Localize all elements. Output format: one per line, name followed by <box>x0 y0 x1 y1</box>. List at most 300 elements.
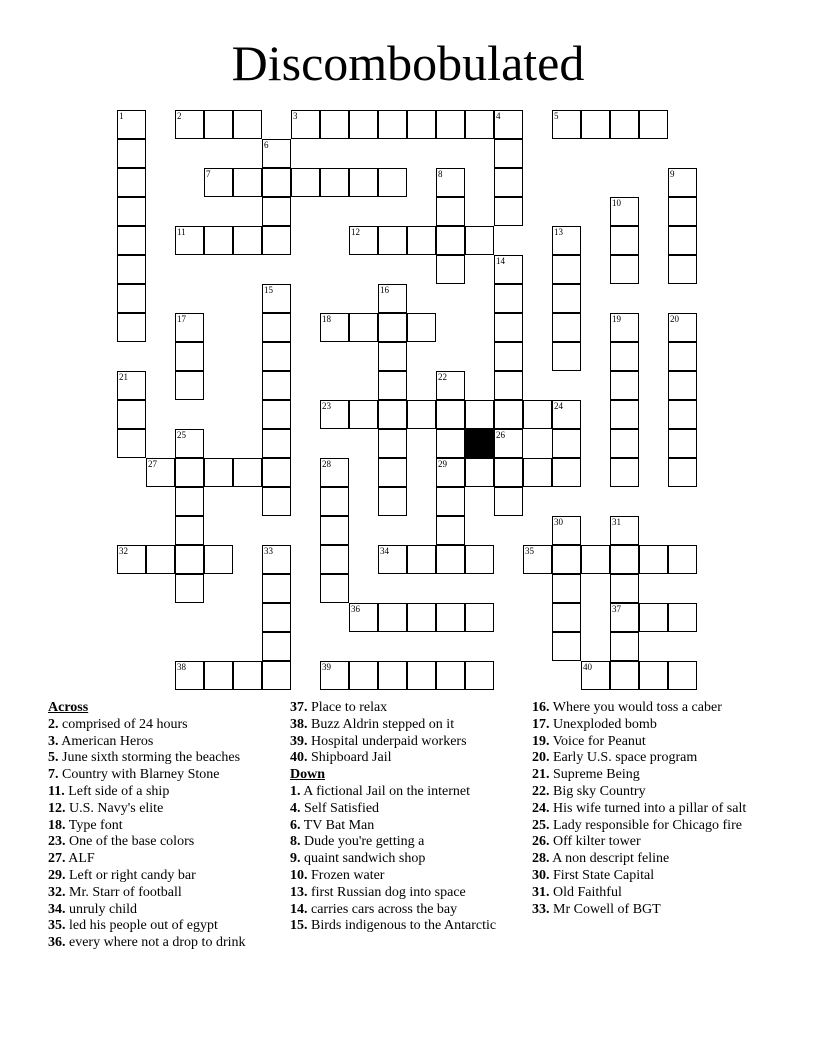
grid-cell[interactable] <box>233 226 262 255</box>
clue-item <box>532 868 772 885</box>
grid-cell[interactable] <box>552 284 581 313</box>
grid-cell[interactable] <box>320 574 349 603</box>
grid-cell[interactable] <box>668 255 697 284</box>
grid-cell[interactable] <box>407 661 436 690</box>
clue-number: 22 <box>438 372 447 382</box>
grid-cell[interactable] <box>494 284 523 313</box>
clue-item-number: 38. <box>290 716 308 732</box>
grid-cell[interactable] <box>262 487 291 516</box>
grid-cell[interactable] <box>436 255 465 284</box>
grid-cell[interactable] <box>349 110 378 139</box>
grid-cell[interactable] <box>610 458 639 487</box>
grid-cell[interactable] <box>552 255 581 284</box>
grid-cell[interactable] <box>494 458 523 487</box>
grid-cell[interactable] <box>552 516 581 545</box>
grid-cell[interactable] <box>668 226 697 255</box>
clue-item-number: 34. <box>48 901 66 917</box>
grid-cell[interactable] <box>320 110 349 139</box>
clue-number: 20 <box>670 314 679 324</box>
clue-item-number: 14. <box>290 901 308 917</box>
clue-item <box>48 918 283 935</box>
clue-item <box>290 918 530 935</box>
grid-cell[interactable] <box>349 313 378 342</box>
clue-item <box>290 868 530 885</box>
grid-cell[interactable] <box>320 516 349 545</box>
grid-cell[interactable] <box>552 574 581 603</box>
grid-cell[interactable] <box>117 545 146 574</box>
grid-cell[interactable] <box>639 545 668 574</box>
grid-cell[interactable] <box>175 574 204 603</box>
grid-cell[interactable] <box>407 400 436 429</box>
grid-cell[interactable] <box>552 342 581 371</box>
clue-item <box>48 801 283 818</box>
clue-item-text: A fictional Jail on the internet <box>303 783 471 799</box>
grid-cell[interactable] <box>204 661 233 690</box>
clue-item-number: 20. <box>532 750 550 766</box>
grid-cell[interactable] <box>610 603 639 632</box>
grid-cell[interactable] <box>668 429 697 458</box>
grid-cell[interactable] <box>639 603 668 632</box>
grid-cell[interactable] <box>262 371 291 400</box>
clue-number: 5 <box>554 111 559 121</box>
grid-cell[interactable] <box>204 226 233 255</box>
grid-cell[interactable] <box>436 545 465 574</box>
grid-cell[interactable] <box>407 313 436 342</box>
grid-cell[interactable] <box>668 661 697 690</box>
grid-cell[interactable] <box>552 632 581 661</box>
grid-cell[interactable] <box>233 458 262 487</box>
grid-cell[interactable] <box>494 313 523 342</box>
grid-cell[interactable] <box>436 226 465 255</box>
grid-cell[interactable] <box>146 545 175 574</box>
grid-cell[interactable] <box>552 545 581 574</box>
clue-item-text: Big sky Country <box>553 783 646 799</box>
grid-cell[interactable] <box>117 139 146 168</box>
clue-item-number: 25. <box>532 817 550 833</box>
clue-item-text: carries cars across the bay <box>311 901 458 917</box>
grid-cell[interactable] <box>407 545 436 574</box>
grid-cell[interactable] <box>668 197 697 226</box>
grid-cell[interactable] <box>262 574 291 603</box>
grid-cell[interactable] <box>668 342 697 371</box>
grid-cell[interactable] <box>262 603 291 632</box>
clue-item-number: 11. <box>48 783 65 799</box>
grid-cell[interactable] <box>581 661 610 690</box>
clue-item-number: 21. <box>532 767 550 783</box>
clue-item-text: Buzz Aldrin stepped on it <box>311 716 455 732</box>
grid-cell[interactable] <box>175 516 204 545</box>
clue-number: 14 <box>496 256 505 266</box>
grid-cell[interactable] <box>610 342 639 371</box>
clue-item-text: Country with Blarney Stone <box>62 767 220 783</box>
grid-cell[interactable] <box>175 458 204 487</box>
clue-item-text: Shipboard Jail <box>311 750 392 766</box>
grid-cell[interactable] <box>552 400 581 429</box>
grid-cell[interactable] <box>378 168 407 197</box>
grid-cell[interactable] <box>320 458 349 487</box>
grid-cell[interactable] <box>610 371 639 400</box>
clue-item-text: Lady responsible for Chicago fire <box>553 817 742 833</box>
clue-number: 40 <box>583 662 592 672</box>
clue-item <box>532 834 772 851</box>
grid-cell[interactable] <box>204 168 233 197</box>
grid-cell[interactable] <box>320 487 349 516</box>
clue-item-text: unruly child <box>69 901 138 917</box>
grid-cell[interactable] <box>378 284 407 313</box>
clue-item-text: His wife turned into a pillar of salt <box>553 800 747 816</box>
clue-item-number: 17. <box>532 716 550 732</box>
grid-cell[interactable] <box>668 400 697 429</box>
grid-cell[interactable] <box>146 458 175 487</box>
grid-cell[interactable] <box>349 603 378 632</box>
grid-cell[interactable] <box>407 603 436 632</box>
clue-number: 1 <box>119 111 124 121</box>
clue-item-number: 22. <box>532 783 550 799</box>
clue-item-number: 15. <box>290 918 308 934</box>
clue-item-number: 1. <box>290 783 301 799</box>
grid-cell[interactable] <box>581 545 610 574</box>
clue-item-number: 16. <box>532 700 550 715</box>
grid-cell[interactable] <box>378 400 407 429</box>
clue-number: 33 <box>264 546 273 556</box>
grid-cell[interactable] <box>204 458 233 487</box>
grid-cell[interactable] <box>262 458 291 487</box>
clue-item-number: 39. <box>290 733 308 749</box>
grid-cell[interactable] <box>552 226 581 255</box>
grid-cell[interactable] <box>639 661 668 690</box>
grid-cell[interactable] <box>523 458 552 487</box>
clue-number: 29 <box>438 459 447 469</box>
grid-cell[interactable] <box>378 226 407 255</box>
grid-cell[interactable] <box>175 487 204 516</box>
grid-cell[interactable] <box>494 487 523 516</box>
clue-item <box>48 834 283 851</box>
grid-cell[interactable] <box>436 516 465 545</box>
clue-item-text: One of the base colors <box>69 834 195 850</box>
clue-item <box>290 818 530 835</box>
grid-cell[interactable] <box>465 226 494 255</box>
grid-cell[interactable] <box>117 226 146 255</box>
grid-cell[interactable] <box>436 197 465 226</box>
grid-cell[interactable] <box>378 429 407 458</box>
grid-cell[interactable] <box>349 661 378 690</box>
grid-cell[interactable] <box>378 110 407 139</box>
clue-number: 2 <box>177 111 182 121</box>
clue-item-text: Frozen water <box>311 867 385 883</box>
grid-cell[interactable] <box>552 458 581 487</box>
clue-item <box>290 801 530 818</box>
grid-cell[interactable] <box>494 342 523 371</box>
clue-item <box>48 734 283 751</box>
down-heading: Down <box>290 767 326 783</box>
clue-item <box>48 868 283 885</box>
clue-column-2 <box>290 700 530 935</box>
grid-cell[interactable] <box>552 603 581 632</box>
grid-cell[interactable] <box>117 168 146 197</box>
clue-item-number: 12. <box>48 800 66 816</box>
grid-cell[interactable] <box>436 487 465 516</box>
clue-item <box>290 902 530 919</box>
grid-cell[interactable] <box>117 197 146 226</box>
clue-number: 19 <box>612 314 621 324</box>
grid-cell[interactable] <box>262 168 291 197</box>
clue-item-number: 33. <box>532 901 550 917</box>
clue-item <box>48 717 283 734</box>
clue-item-text: Voice for Peanut <box>552 733 646 749</box>
grid-cell[interactable] <box>262 197 291 226</box>
clue-item-text: first Russian dog into space <box>311 884 466 900</box>
clue-number: 28 <box>322 459 331 469</box>
clue-item-text: Early U.S. space program <box>553 750 698 766</box>
grid-cell[interactable] <box>262 226 291 255</box>
clue-number: 27 <box>148 459 157 469</box>
clue-item <box>532 734 772 751</box>
grid-cell[interactable] <box>465 545 494 574</box>
grid-cell[interactable] <box>117 429 146 458</box>
grid-cell[interactable] <box>494 139 523 168</box>
grid-cell[interactable] <box>262 545 291 574</box>
clue-item-text: Dude you're getting a <box>304 834 425 850</box>
clue-item-text: Mr Cowell of BGT <box>553 901 661 917</box>
clue-number: 15 <box>264 285 273 295</box>
clue-item-number: 7. <box>48 767 59 783</box>
grid-cell[interactable] <box>233 168 262 197</box>
grid-cell[interactable] <box>175 429 204 458</box>
grid-cell[interactable] <box>117 255 146 284</box>
grid-cell[interactable] <box>494 255 523 284</box>
clue-number: 35 <box>525 546 534 556</box>
grid-cell[interactable] <box>494 197 523 226</box>
grid-cell[interactable] <box>436 110 465 139</box>
grid-cell[interactable] <box>436 400 465 429</box>
grid-cell[interactable] <box>465 400 494 429</box>
grid-cell[interactable] <box>436 603 465 632</box>
clue-number: 31 <box>612 517 621 527</box>
clue-item <box>532 902 772 919</box>
grid-cell[interactable] <box>668 313 697 342</box>
grid-cell[interactable] <box>407 110 436 139</box>
grid-cell[interactable] <box>610 429 639 458</box>
grid-cell[interactable] <box>233 110 262 139</box>
clue-number: 26 <box>496 430 505 440</box>
clue-number: 6 <box>264 140 269 150</box>
grid-cell[interactable] <box>291 110 320 139</box>
grid-cell[interactable] <box>465 603 494 632</box>
grid-cell[interactable] <box>378 313 407 342</box>
clue-number: 4 <box>496 111 501 121</box>
grid-cell[interactable] <box>668 371 697 400</box>
grid-cell[interactable] <box>320 313 349 342</box>
grid-cell[interactable] <box>668 545 697 574</box>
clue-item <box>48 902 283 919</box>
grid-cell[interactable] <box>465 458 494 487</box>
grid-cell[interactable] <box>349 400 378 429</box>
grid-cell[interactable] <box>610 661 639 690</box>
clue-item-text: June sixth storming the beaches <box>62 750 241 766</box>
clue-number: 3 <box>293 111 298 121</box>
grid-cell[interactable] <box>610 110 639 139</box>
clue-item-text: U.S. Navy's elite <box>69 800 164 816</box>
clue-number: 9 <box>670 169 675 179</box>
clue-number: 8 <box>438 169 443 179</box>
grid-cell[interactable] <box>610 313 639 342</box>
grid-cell[interactable] <box>204 545 233 574</box>
clue-item-number: 3. <box>48 733 59 749</box>
grid-cell[interactable] <box>436 429 465 458</box>
grid-cell[interactable] <box>262 661 291 690</box>
grid-cell[interactable] <box>378 458 407 487</box>
grid-cell[interactable] <box>117 400 146 429</box>
clue-number: 13 <box>554 227 563 237</box>
grid-cell[interactable] <box>436 371 465 400</box>
clue-item-text: Where you would toss a caber <box>552 700 722 715</box>
grid-cell[interactable] <box>436 168 465 197</box>
clue-item <box>48 935 283 952</box>
grid-cell[interactable] <box>436 661 465 690</box>
clue-item <box>290 717 530 734</box>
grid-cell[interactable] <box>610 574 639 603</box>
clue-item-text: Hospital underpaid workers <box>311 733 467 749</box>
grid-cell[interactable] <box>262 139 291 168</box>
grid-cell[interactable] <box>610 545 639 574</box>
grid-cell[interactable] <box>117 371 146 400</box>
clue-item-number: 13. <box>290 884 308 900</box>
clue-column-1 <box>48 700 283 952</box>
clue-item-number: 31. <box>532 884 550 900</box>
clue-item-number: 40. <box>290 750 308 766</box>
grid-cell[interactable] <box>117 110 146 139</box>
grid-cell[interactable] <box>378 661 407 690</box>
grid-cell[interactable] <box>668 458 697 487</box>
clue-item <box>48 750 283 767</box>
grid-cell[interactable] <box>349 168 378 197</box>
clue-item-number: 29. <box>48 867 66 883</box>
clue-item-text: American Heros <box>61 733 154 749</box>
grid-cell[interactable] <box>262 429 291 458</box>
grid-cell[interactable] <box>610 632 639 661</box>
grid-cell[interactable] <box>262 313 291 342</box>
grid-cell[interactable] <box>552 429 581 458</box>
grid-cell[interactable] <box>436 458 465 487</box>
clue-number: 37 <box>612 604 621 614</box>
clue-item-text: Birds indigenous to the Antarctic <box>311 918 497 934</box>
grid-cell[interactable] <box>523 545 552 574</box>
grid-cell[interactable] <box>523 400 552 429</box>
grid-cell[interactable] <box>262 284 291 313</box>
grid-cell[interactable] <box>378 545 407 574</box>
clue-item <box>290 784 530 801</box>
clue-item-number: 26. <box>532 834 550 850</box>
grid-cell[interactable] <box>465 110 494 139</box>
grid-cell[interactable] <box>378 371 407 400</box>
grid-cell[interactable] <box>291 168 320 197</box>
grid-cell[interactable] <box>320 400 349 429</box>
grid-cell[interactable] <box>610 197 639 226</box>
clue-item-number: 37. <box>290 700 308 715</box>
clue-item-number: 9. <box>290 851 301 867</box>
grid-cell[interactable] <box>175 110 204 139</box>
grid-cell[interactable] <box>552 110 581 139</box>
grid-cell[interactable] <box>204 110 233 139</box>
clue-number: 23 <box>322 401 331 411</box>
black-square <box>465 429 494 458</box>
clue-number: 12 <box>351 227 360 237</box>
grid-cell[interactable] <box>668 168 697 197</box>
grid-cell[interactable] <box>320 661 349 690</box>
clue-item <box>532 818 772 835</box>
clue-item-number: 18. <box>48 817 66 833</box>
clue-item-text: ALF <box>68 851 95 867</box>
grid-cell[interactable] <box>175 661 204 690</box>
grid-cell[interactable] <box>175 371 204 400</box>
grid-cell[interactable] <box>175 226 204 255</box>
clue-item-number: 24. <box>532 800 550 816</box>
clue-item-text: Mr. Starr of football <box>69 884 182 900</box>
grid-cell[interactable] <box>378 487 407 516</box>
grid-cell[interactable] <box>117 284 146 313</box>
clue-item <box>532 851 772 868</box>
clue-item <box>290 834 530 851</box>
clue-item <box>48 818 283 835</box>
grid-cell[interactable] <box>320 545 349 574</box>
down-clue-list-continued <box>532 700 772 918</box>
grid-cell[interactable] <box>233 661 262 690</box>
clue-number: 18 <box>322 314 331 324</box>
grid-cell[interactable] <box>262 400 291 429</box>
clue-item-text: led his people out of egypt <box>69 918 218 934</box>
grid-cell[interactable] <box>552 313 581 342</box>
grid-cell[interactable] <box>175 342 204 371</box>
grid-cell[interactable] <box>668 603 697 632</box>
grid-cell[interactable] <box>407 226 436 255</box>
clue-number: 36 <box>351 604 360 614</box>
clue-item-text: Left or right candy bar <box>69 867 196 883</box>
grid-cell[interactable] <box>581 110 610 139</box>
grid-cell[interactable] <box>175 313 204 342</box>
clue-item-text: A non descript feline <box>552 851 670 867</box>
clue-number: 38 <box>177 662 186 672</box>
clue-item <box>48 885 283 902</box>
clue-item <box>532 717 772 734</box>
grid-cell[interactable] <box>349 226 378 255</box>
across-clue-list-continued <box>290 700 530 767</box>
grid-cell[interactable] <box>262 342 291 371</box>
grid-cell[interactable] <box>639 110 668 139</box>
clue-item <box>290 851 530 868</box>
grid-cell[interactable] <box>320 168 349 197</box>
grid-cell[interactable] <box>378 603 407 632</box>
grid-cell[interactable] <box>610 226 639 255</box>
grid-cell[interactable] <box>610 516 639 545</box>
grid-cell[interactable] <box>117 313 146 342</box>
clue-item-text: Type font <box>68 817 123 833</box>
grid-cell[interactable] <box>610 400 639 429</box>
grid-cell[interactable] <box>465 661 494 690</box>
grid-cell[interactable] <box>175 545 204 574</box>
grid-cell[interactable] <box>610 255 639 284</box>
grid-cell[interactable] <box>494 371 523 400</box>
clue-number: 32 <box>119 546 128 556</box>
clue-item-text: every where not a drop to drink <box>69 935 246 951</box>
grid-cell[interactable] <box>494 168 523 197</box>
grid-cell[interactable] <box>494 400 523 429</box>
grid-cell[interactable] <box>494 429 523 458</box>
clue-item <box>532 700 772 717</box>
grid-cell[interactable] <box>378 342 407 371</box>
clue-number: 25 <box>177 430 186 440</box>
grid-cell[interactable] <box>262 632 291 661</box>
grid-cell[interactable] <box>494 110 523 139</box>
